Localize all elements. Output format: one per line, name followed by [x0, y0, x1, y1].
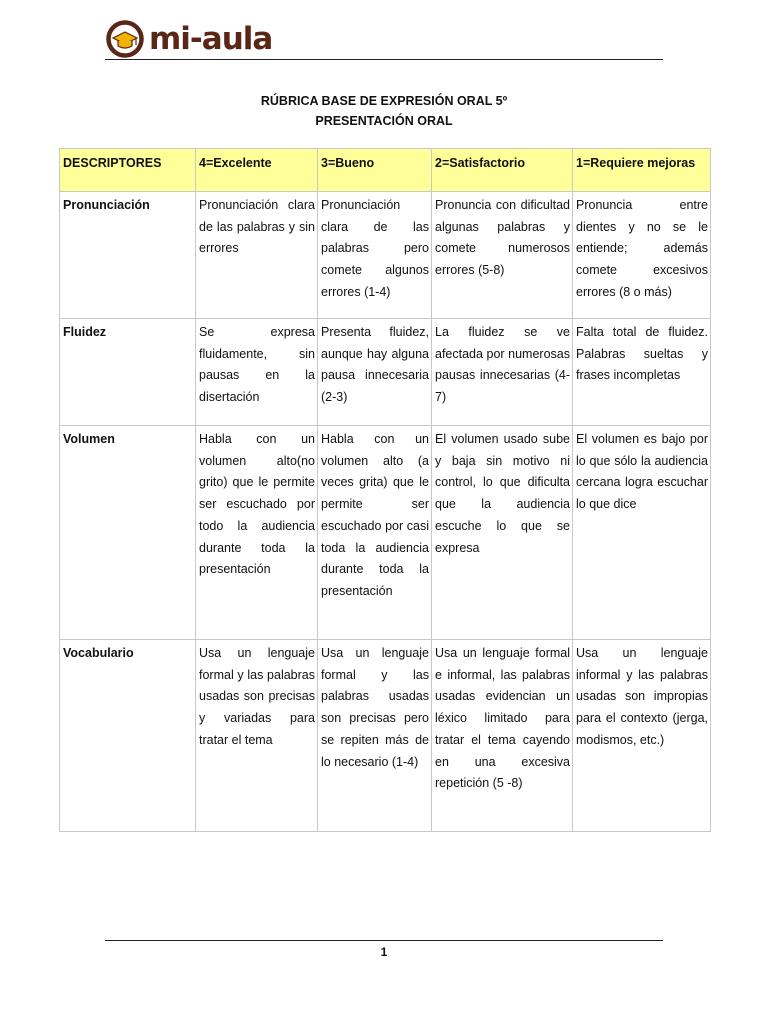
rubric-cell: Falta total de fluidez. Palabras sueltas y frases incompletas	[573, 319, 711, 426]
descriptor-cell: Fluidez	[60, 319, 196, 426]
column-header: DESCRIPTORES	[60, 149, 196, 192]
rubric-cell: Pronuncia entre dientes y no se le entiende; además comete excesivos errores (8 o más)	[573, 192, 711, 319]
rubric-cell: Usa un lenguaje informal y las palabras usadas son impropias para el contexto (jerga, modismos, etc.)	[573, 640, 711, 832]
column-header: 3=Bueno	[318, 149, 432, 192]
rubric-cell: Pronuncia con dificultad algunas palabras y comete numerosos errores (5-8)	[432, 192, 573, 319]
header-divider	[105, 59, 663, 60]
rubric-cell: Habla con un volumen alto(no grito) que le permite ser escuchado por todo la audiencia durante toda la presentación	[196, 426, 318, 640]
table-row	[60, 640, 711, 832]
rubric-cell: Se expresa fluidamente, sin pausas en la disertación	[196, 319, 318, 426]
rubric-cell: El volumen usado sube y baja sin motivo ni control, lo que dificulta que la audiencia escuche lo que se expresa	[432, 426, 573, 640]
rubric-cell: Habla con un volumen alto (a veces grita) que le permite ser escuchado por casi toda la audiencia durante toda la presentación	[318, 426, 432, 640]
footer-divider	[105, 940, 663, 941]
descriptor-cell: Pronunciación	[60, 192, 196, 319]
page-number: 1	[380, 945, 388, 959]
document-title: RÚBRICA BASE DE EXPRESIÓN ORAL 5º	[260, 94, 508, 108]
column-header: 1=Requiere mejoras	[573, 149, 711, 192]
rubric-cell: Pronunciación clara de las palabras y sin errores	[196, 192, 318, 319]
rubric-cell: La fluidez se ve afectada por numerosas pausas innecesarias (4-7)	[432, 319, 573, 426]
mi-aula-logo	[105, 16, 272, 62]
column-header: 4=Excelente	[196, 149, 318, 192]
table-row	[60, 319, 711, 426]
logo-text: mi-aula	[149, 21, 273, 57]
rubric-cell: Usa un lenguaje formal e informal, las palabras usadas evidencian un léxico limitado para tratar el tema cayendo en una excesiva repetición (5 -8)	[432, 640, 573, 832]
rubric-table	[59, 148, 711, 832]
table-header-row	[60, 149, 711, 192]
rubric-cell: Pronunciación clara de las palabras pero comete algunos errores (1-4)	[318, 192, 432, 319]
rubric-cell: Presenta fluidez, aunque hay alguna pausa innecesaria (2-3)	[318, 319, 432, 426]
table-row	[60, 192, 711, 319]
column-header: 2=Satisfactorio	[432, 149, 573, 192]
descriptor-cell: Volumen	[60, 426, 196, 640]
table-row	[60, 426, 711, 640]
graduation-cap-icon	[105, 19, 145, 59]
rubric-cell: El volumen es bajo por lo que sólo la audiencia cercana logra escuchar lo que dice	[573, 426, 711, 640]
document-subtitle: PRESENTACIÓN ORAL	[315, 114, 453, 128]
rubric-cell: Usa un lenguaje formal y las palabras usadas son precisas y variadas para tratar el tema	[196, 640, 318, 832]
rubric-cell: Usa un lenguaje formal y las palabras usadas son precisas pero se repiten más de lo necesario (1-4)	[318, 640, 432, 832]
descriptor-cell: Vocabulario	[60, 640, 196, 832]
